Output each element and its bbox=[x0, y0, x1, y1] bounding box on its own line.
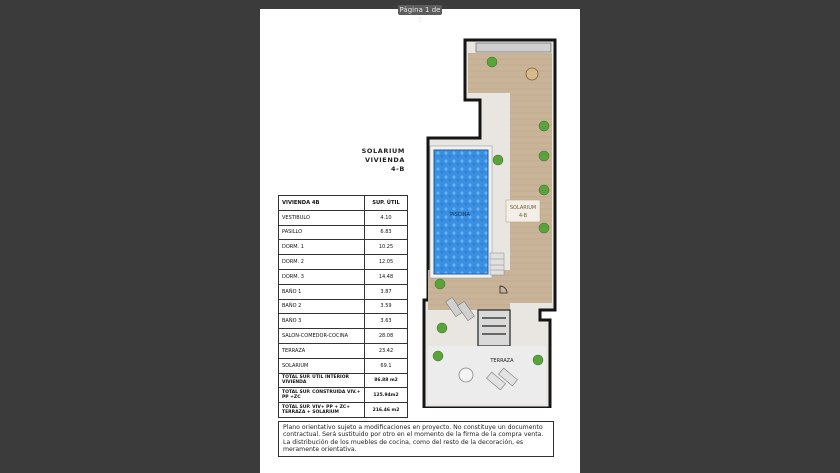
row-name: BAÑO 1 bbox=[279, 284, 365, 299]
table-row bbox=[279, 225, 408, 240]
table-row bbox=[279, 210, 408, 225]
table-row bbox=[279, 269, 408, 284]
table-total-row bbox=[279, 388, 408, 403]
bbq-counter bbox=[476, 43, 551, 52]
table-row bbox=[279, 299, 408, 314]
solarium-title-line1: SOLARIUM bbox=[361, 147, 405, 155]
table-row bbox=[279, 343, 408, 358]
row-name: VESTIBULO bbox=[279, 210, 365, 225]
solarium-title-line2: VIVIENDA 4-B bbox=[364, 156, 405, 173]
total-name: TOTAL SUP. ÚTIL INTERIOR VIVIENDA bbox=[279, 373, 365, 388]
stair-core bbox=[478, 310, 510, 346]
table-row bbox=[279, 358, 408, 373]
row-value: 14.48 bbox=[365, 269, 408, 284]
plan-label-terraza: TERRAZA bbox=[490, 358, 514, 364]
row-value: 6.83 bbox=[365, 225, 408, 240]
plan-label-solarium-unit: 4-B bbox=[518, 213, 528, 219]
total-value: 125.94m2 bbox=[365, 388, 408, 403]
row-name: DORM. 2 bbox=[279, 255, 365, 270]
plan-label-piscina: PISCINA bbox=[450, 212, 470, 218]
row-value: 3.87 bbox=[365, 284, 408, 299]
table-row bbox=[279, 255, 408, 270]
row-name: SOLARIUM bbox=[279, 358, 365, 373]
table-total-row bbox=[279, 373, 408, 388]
row-value: 28.08 bbox=[365, 329, 408, 344]
row-name: TERRAZA bbox=[279, 343, 365, 358]
table-header-row bbox=[279, 196, 408, 211]
table-header-name: VIVIENDA 4B bbox=[279, 196, 365, 211]
page-indicator: Página 1 de 1 bbox=[399, 6, 441, 24]
terrace-floor bbox=[428, 346, 546, 404]
row-value: 3.59 bbox=[365, 299, 408, 314]
table-row bbox=[279, 329, 408, 344]
row-value: 3.63 bbox=[365, 314, 408, 329]
table-total-row bbox=[279, 403, 408, 418]
area-table bbox=[278, 195, 408, 418]
upper-deck bbox=[468, 53, 552, 93]
plan-label-solarium: SOLARIUM bbox=[509, 205, 537, 211]
row-name: BAÑO 2 bbox=[279, 299, 365, 314]
row-value: 4.10 bbox=[365, 210, 408, 225]
disclaimer-box: Plano orientativo sujeto a modificaciones en proyecto. No constituye un documento contractual. Será sustituido por otro en el momento de la firma de la compra venta. La distribución de los muebles de cocina, como del resto de la decoración, es meramente orientativa. bbox=[278, 421, 554, 457]
floor-plan bbox=[420, 38, 560, 408]
row-value: 69.1 bbox=[365, 358, 408, 373]
table-row bbox=[279, 314, 408, 329]
total-name: TOTAL SUP. VIV+ PP + ZC+ TERRAZA + SOLARIUM bbox=[279, 403, 365, 418]
row-name: BAÑO 3 bbox=[279, 314, 365, 329]
row-name: DORM. 3 bbox=[279, 269, 365, 284]
row-value: 10.25 bbox=[365, 240, 408, 255]
total-name: TOTAL SUP. CONSTRUIDA VIV.+ PP +ZC bbox=[279, 388, 365, 403]
solarium-title bbox=[360, 147, 405, 174]
row-value: 12.05 bbox=[365, 255, 408, 270]
row-name: PASILLO bbox=[279, 225, 365, 240]
table-icon bbox=[526, 68, 538, 80]
table-row bbox=[279, 284, 408, 299]
row-value: 23.42 bbox=[365, 343, 408, 358]
table-icon bbox=[459, 368, 473, 382]
row-name: DORM. 1 bbox=[279, 240, 365, 255]
table-row bbox=[279, 240, 408, 255]
total-value: 216.46 m2 bbox=[365, 403, 408, 418]
table-header-value: SUP. ÚTIL bbox=[365, 196, 408, 211]
pool-steps bbox=[490, 253, 504, 275]
row-name: SALON-COMEDOR-COCINA bbox=[279, 329, 365, 344]
total-value: 86.88 m2 bbox=[365, 373, 408, 388]
